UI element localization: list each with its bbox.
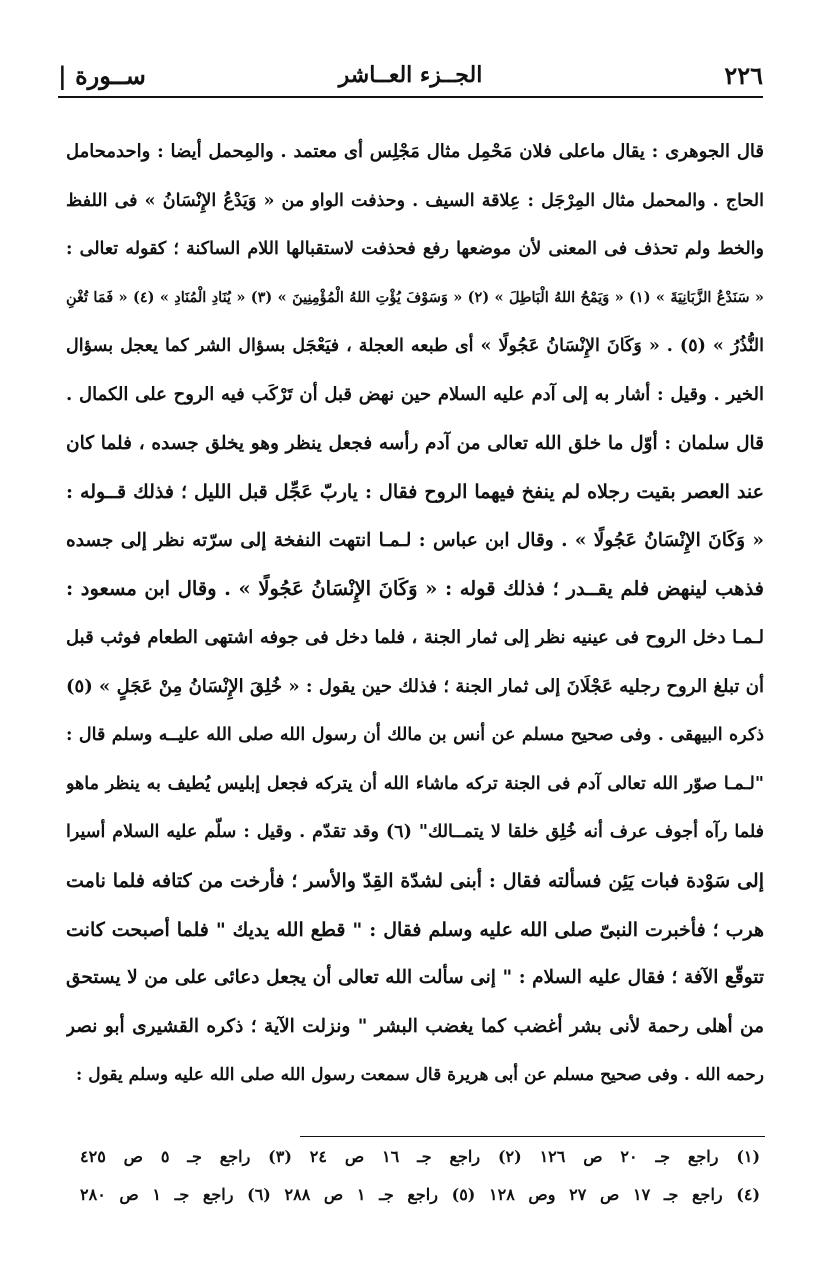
- text-line: أن تبلغ الروح رجليه عَجْلَانَ إلى ثمار الجنة ؛ فذلك حين يقول : « خُلِقَ الإِنْسَانُ مِنْ عَجَلٍ » (٥): [66, 675, 764, 697]
- text-line: قال سلمان : أوّل ما خلق الله تعالى من آدم رأسه فجعل ينظر وهو يخلق جسده ، فلما كان: [66, 432, 764, 454]
- text-line: الحاج . والمحمل مثال المِرْجَل : عِلاقة السيف . وحذفت الواو من « وَيَدْعُ الإِنْسَانُ » فى اللفظ: [66, 190, 764, 211]
- page-header: [58, 56, 763, 94]
- text-line: فلما رآه أجوف عرف أنه خُلِق خلقا لا يتمــالك" (٦) وقد تقدّم . وقيل : سلّم عليه السلام أسيرا: [66, 822, 764, 843]
- footnote-rule: [300, 1136, 765, 1137]
- text-line: "لـمـا صوّر الله تعالى آدم فى الجنة تركه ماشاء الله أن يتركه فجعل إبليس يُطيف به ينظر ماهو: [66, 773, 764, 794]
- juz-title: الجــزء العــاشر: [338, 62, 483, 88]
- body-text: [66, 128, 764, 1100]
- text-line: والخط ولم تحذف فى المعنى لأن موضعها رفع فحذفت لاستقبالها اللام الساكنة ؛ كقوله تعالى :: [66, 239, 764, 260]
- text-line: إلى سَوْدة فبات يَئِن فسألته فقال : أبنى لشدّة القِدّ والأسر ؛ فأرخت من كتافه فلما نامت: [66, 869, 764, 892]
- text-line: الخير . وقيل : أشار به إلى آدم عليه السلام حين نهض قبل أن تَرْكَب فيه الروح على الكمال .: [66, 383, 764, 405]
- text-line: رحمه الله . وفى صحيح مسلم عن أبى هريرة قال سمعت رسول الله صلى الله عليه وسلم يقول :: [76, 1065, 764, 1086]
- text-line: « سَنَدْعُ الزَّبَانِيَةَ » (١) « وَيَمْحُ اللهُ الْبَاطِلَ » (٢) « وَسَوْفَ يُؤْتِ اللهُ الْمُؤْمِنِينَ » (٣) « يُنَادِ الْمُنَادِ » (٤) « فَمَا تُغْنِ: [66, 288, 764, 306]
- text-line: تتوقّع الآفة ؛ فقال عليه السلام : " إنى سألت الله تعالى أن يجعل دعائى على من لا يستحق: [66, 967, 764, 989]
- text-line: قال الجوهرى : يقال ماعلى فلان مَحْمِل مثال مَجْلِس أى معتمد . والمِحمل أيضا : واحدمحامل: [66, 141, 764, 162]
- text-line: لـمـا دخل الروح فى عينيه نظر إلى ثمار الجنة ، فلما دخل فى جوفه اشتهى الطعام فوثب قبل: [66, 626, 764, 648]
- text-line: فذهب لينهض فلم يقــدر ؛ فذلك قوله : « وَكَانَ الإِنْسَانُ عَجُولًا » . وقال ابن مسعود :: [66, 577, 764, 601]
- text-line: من أهلى رحمة لأنى بشر أغضب كما يغضب البشر " ونزلت الآية ؛ ذكره القشيرى أبو نصر: [66, 1015, 764, 1037]
- page-number: ٢٢٦: [724, 60, 763, 90]
- text-line: عند العصر بقيت رجلاه لم ينفخ فيهما الروح فقال : ياربّ عَجِّل قبل الليل ؛ فذلك قــوله :: [66, 481, 764, 504]
- surah-label: | ســورة: [58, 60, 146, 90]
- header-rule: [58, 96, 763, 98]
- footnote-line: (٤) راجع جـ ١٧ ص ٢٧ وص ١٢٨ (٥) راجع جـ ١ ص ٢٨٨ (٦) راجع جـ ١ ص ٢٨٠: [80, 1185, 761, 1204]
- text-line: النُّذُرُ » (٥) . « وَكَانَ الإِنْسَانُ عَجُولًا » أى طبعه العجلة ، فيَعْجَل بسؤال الشر كما يعجل بسؤال: [66, 336, 764, 357]
- footnotes: [80, 1138, 760, 1214]
- text-line: « وَكَانَ الإِنْسَانُ عَجُولًا » . وقال ابن عباس : لـمـا انتهت النفخة إلى سرّته نظر إلى جسده: [66, 529, 764, 551]
- text-line: ذكره البيهقى . وفى صحيح مسلم عن أنس بن مالك أن رسول الله صلى الله عليــه وسلم قال :: [66, 725, 764, 746]
- footnote-line: (١) راجع جـ ٢٠ ص ١٢٦ (٢) راجع جـ ١٦ ص ٢٤ (٣) راجع جـ ٥ ص ٤٢٥: [80, 1147, 761, 1166]
- text-line: هرب ؛ فأخبرت النبىّ صلى الله عليه وسلم فقال : " قطع الله يديك " فلما أصبحت كانت: [66, 918, 764, 941]
